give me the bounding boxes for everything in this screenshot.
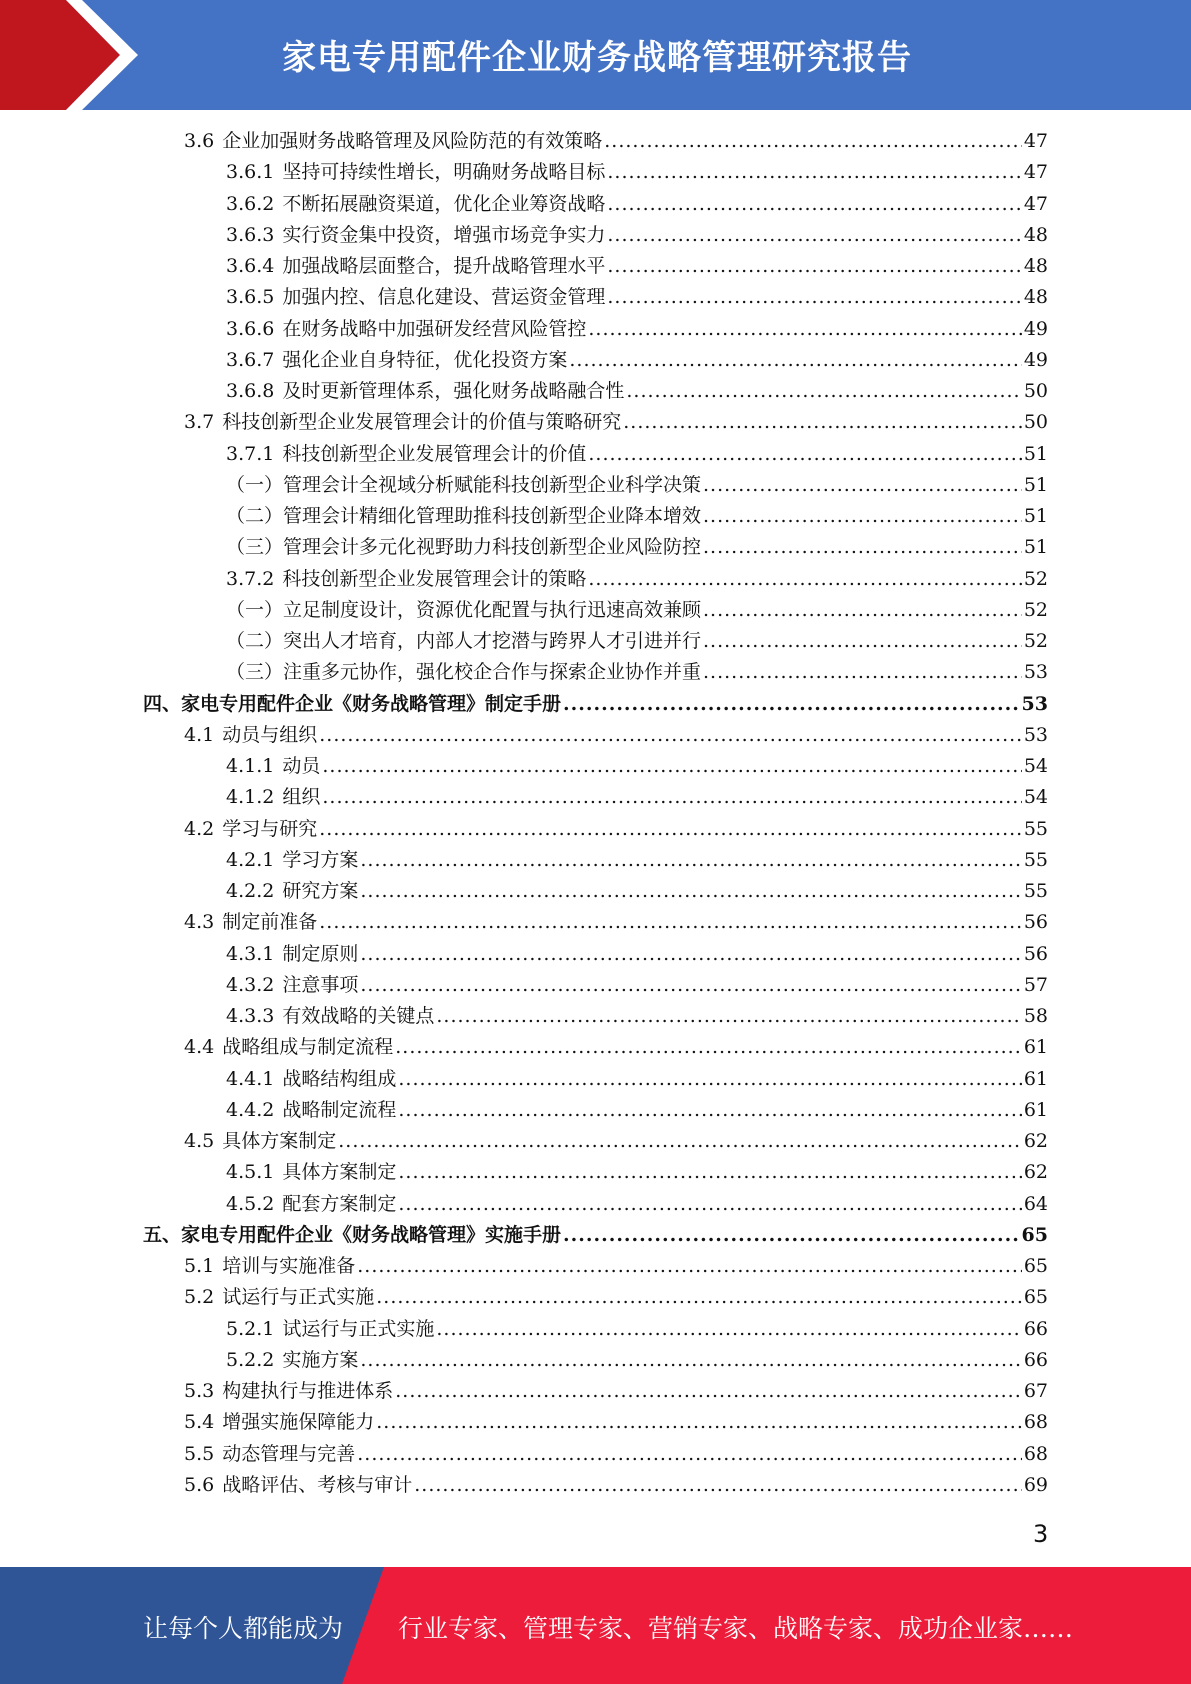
toc-page-number: 53 [1023,724,1048,746]
toc-entry[interactable] [184,1376,1048,1407]
toc-entry-text: 动员与组织 [222,724,318,746]
toc-page-number: 57 [1023,974,1048,996]
toc-dot-leader [607,286,1021,308]
toc-page-number: 47 [1023,193,1048,215]
toc-entry-label [184,1126,336,1153]
toc-entry[interactable] [226,376,1048,407]
toc-page-number: 54 [1023,786,1048,808]
toc-entry[interactable] [184,814,1048,845]
toc-entry-text: 具体方案制定 [282,1161,397,1183]
toc-page-number: 54 [1023,755,1048,777]
toc-entry[interactable] [226,470,1048,501]
toc-dot-leader [703,505,1022,527]
toc-dot-leader [607,161,1021,183]
toc-dot-leader [563,693,1020,715]
toc-entry[interactable] [226,220,1048,251]
page-number: 3 [1033,1520,1049,1548]
toc-entry-text: 制定原则 [282,943,359,965]
toc-dot-leader [569,349,1021,371]
toc-entry-text: 动员 [282,755,321,777]
toc-entry-label [184,126,602,153]
toc-entry[interactable] [226,876,1048,907]
toc-entry-label [226,626,701,653]
toc-page-number: 51 [1023,443,1048,465]
toc-entry-label [226,782,320,809]
toc-entry-label [184,407,621,434]
toc-page-number: 50 [1023,411,1048,433]
toc-entry-text: 学习与研究 [222,818,318,840]
toc-page-number: 52 [1023,568,1048,590]
toc-entry[interactable] [226,345,1048,376]
toc-entry-number: 3.6.5 [226,286,275,308]
toc-entry[interactable] [226,189,1048,220]
toc-entry[interactable] [226,1095,1048,1126]
toc-entry[interactable] [226,282,1048,313]
toc-entry-text: 构建执行与推进体系 [222,1380,394,1402]
toc-entry[interactable] [184,1032,1048,1063]
toc-page-number: 66 [1023,1349,1048,1371]
toc-dot-leader [414,1474,1022,1496]
toc-entry-number: 4.5.2 [226,1193,275,1215]
toc-dot-leader [322,755,1021,777]
toc-entry-number: 4.3 [184,911,215,933]
toc-entry-number: 5.4 [184,1411,215,1433]
toc-entry[interactable] [226,595,1048,626]
toc-entry[interactable] [143,1220,1048,1251]
toc-dot-leader [623,411,1022,433]
toc-entry[interactable] [226,657,1048,688]
toc-entry[interactable] [226,626,1048,657]
toc-entry-label [226,657,701,684]
toc-entry[interactable] [226,251,1048,282]
toc-page-number: 68 [1023,1411,1048,1433]
toc-entry-label [184,720,317,747]
toc-entry-number: 4.4.1 [226,1068,275,1090]
toc-dot-leader [376,1286,1022,1308]
toc-page-number: 55 [1023,818,1048,840]
toc-entry-label [226,1314,434,1341]
toc-dot-leader [703,474,1022,496]
toc-entry[interactable] [226,1314,1048,1345]
toc-entry-label [226,845,358,872]
toc-entry-text: 试运行与正式实施 [222,1286,375,1308]
toc-entry-number: 4.5 [184,1130,215,1152]
toc-entry-number: 5.3 [184,1380,215,1402]
footer-slogan-left: 让每个人都能成为 [143,1614,344,1643]
footer-slogan-right: 行业专家、管理专家、营销专家、战略专家、成功企业家…… [398,1614,1074,1643]
toc-dot-leader [398,1068,1021,1090]
toc-page-number: 51 [1023,536,1048,558]
toc-entry-text: 注意事项 [282,974,359,996]
toc-entry-text: 制定前准备 [222,911,318,933]
toc-entry-text: （三）管理会计多元化视野助力科技创新型企业风险防控 [226,536,702,558]
toc-entry-text: 科技创新型企业发展管理会计的价值与策略研究 [222,411,622,433]
toc-entry-text: 战略结构组成 [282,1068,397,1090]
toc-entry[interactable] [184,1282,1048,1313]
toc-entry-label [184,1470,412,1497]
toc-dot-leader [360,974,1021,996]
toc-entry-text: 企业加强财务战略管理及风险防范的有效策略 [222,130,603,152]
toc-entry-text: 战略评估、考核与审计 [222,1474,413,1496]
toc-dot-leader [338,1130,1022,1152]
page-header [0,0,1191,110]
toc-entry-text: 及时更新管理体系，强化财务战略融合性 [282,380,625,402]
toc-entry-number: 3.7.1 [226,443,275,465]
toc-entry-number: 4.2.2 [226,880,275,902]
toc-page-number: 48 [1023,286,1048,308]
toc-entry-text: 加强内控、信息化建设、营运资金管理 [282,286,606,308]
toc-entry-text: 增强实施保障能力 [222,1411,375,1433]
toc-entry-text: 学习方案 [282,849,359,871]
toc-entry-number: 5.2 [184,1286,215,1308]
toc-dot-leader [398,1099,1021,1121]
toc-entry-label [143,1220,561,1247]
toc-entry-text: 四、家电专用配件企业《财务战略管理》制定手册 [143,693,562,715]
toc-entry-number: 3.6.4 [226,255,275,277]
toc-entry[interactable] [226,939,1048,970]
toc-entry-text: 试运行与正式实施 [282,1318,435,1340]
toc-entry[interactable] [184,907,1048,938]
toc-entry-label [226,1064,396,1091]
toc-entry-text: 实施方案 [282,1349,359,1371]
toc-entry-number: 4.4.2 [226,1099,275,1121]
toc-entry-label [184,1376,393,1403]
toc-entry-label [226,1001,434,1028]
toc-entry[interactable] [226,751,1048,782]
toc-entry-number: 5.6 [184,1474,215,1496]
toc-entry-number: 3.6.8 [226,380,275,402]
toc-entry-text: 实行资金集中投资，增强市场竞争实力 [282,224,606,246]
header-arrow-decoration [0,0,160,110]
toc-entry[interactable] [226,501,1048,532]
toc-entry-label [226,470,701,497]
toc-entry-number: 4.2 [184,818,215,840]
toc-entry[interactable] [184,1407,1048,1438]
toc-entry-number: 4.1 [184,724,215,746]
toc-entry-number: 4.1.1 [226,755,275,777]
toc-entry[interactable] [184,407,1048,438]
toc-page-number: 55 [1023,849,1048,871]
toc-dot-leader [703,630,1022,652]
toc-page-number: 49 [1023,318,1048,340]
toc-entry-label [226,1095,396,1122]
toc-page-number: 48 [1023,255,1048,277]
toc-entry-label [226,532,701,559]
toc-page-number: 65 [1021,1224,1048,1246]
toc-entry-label [184,907,317,934]
toc-entry-text: 强化企业自身特征，优化投资方案 [282,349,568,371]
toc-entry-text: 五、家电专用配件企业《财务战略管理》实施手册 [143,1224,562,1246]
toc-dot-leader [376,1411,1022,1433]
toc-page-number: 56 [1023,943,1048,965]
toc-entry-text: 配套方案制定 [282,1193,397,1215]
toc-entry-number: 3.6.7 [226,349,275,371]
toc-page-number: 47 [1023,130,1048,152]
toc-entry[interactable] [226,970,1048,1001]
toc-entry-label [184,1407,374,1434]
toc-dot-leader [607,255,1021,277]
toc-page-number: 65 [1023,1286,1048,1308]
toc-entry-label [226,157,605,184]
toc-page-number: 61 [1023,1099,1048,1121]
toc-page-number: 48 [1023,224,1048,246]
toc-dot-leader [357,1255,1022,1277]
toc-entry[interactable] [184,1470,1048,1501]
document-title: 家电专用配件企业财务战略管理研究报告 [282,38,912,78]
toc-entry-label [226,501,701,528]
toc-page-number: 61 [1023,1068,1048,1090]
toc-entry[interactable] [226,532,1048,563]
toc-dot-leader [360,943,1021,965]
toc-entry-text: 在财务战略中加强研发经营风险管控 [282,318,587,340]
toc-entry[interactable] [226,782,1048,813]
toc-entry-number: 4.2.1 [226,849,275,871]
toc-entry-text: 科技创新型企业发展管理会计的价值 [282,443,587,465]
toc-entry-label [184,1282,374,1309]
toc-entry-text: 动态管理与完善 [222,1443,356,1465]
toc-entry-number: 5.5 [184,1443,215,1465]
toc-entry-text: （三）注重多元协作，强化校企合作与探索企业协作并重 [226,661,702,683]
toc-entry-number: 3.6.1 [226,161,275,183]
toc-entry-label [184,1251,355,1278]
toc-dot-leader [360,849,1021,871]
toc-entry-label [226,189,605,216]
toc-entry[interactable] [226,157,1048,188]
toc-dot-leader [395,1380,1022,1402]
toc-entry[interactable] [226,1064,1048,1095]
toc-entry-text: 科技创新型企业发展管理会计的策略 [282,568,587,590]
toc-entry-label [184,814,317,841]
toc-entry-label [226,751,320,778]
toc-page-number: 52 [1023,630,1048,652]
toc-dot-leader [436,1005,1021,1027]
toc-page-number: 61 [1023,1036,1048,1058]
toc-page-number: 69 [1023,1474,1048,1496]
toc-dot-leader [703,661,1022,683]
toc-entry[interactable] [226,845,1048,876]
toc-entry[interactable] [226,439,1048,470]
toc-page-number: 55 [1023,880,1048,902]
toc-dot-leader [395,1036,1022,1058]
toc-dot-leader [588,318,1021,340]
toc-entry[interactable] [184,1439,1048,1470]
toc-entry-text: 战略制定流程 [282,1099,397,1121]
toc-dot-leader [319,724,1022,746]
toc-entry[interactable] [184,1126,1048,1157]
toc-entry-label [226,970,358,997]
toc-entry-number: 3.6.3 [226,224,275,246]
toc-page-number: 47 [1023,161,1048,183]
toc-entry[interactable] [226,1345,1048,1376]
toc-entry-number: 4.5.1 [226,1161,275,1183]
toc-page-number: 62 [1023,1130,1048,1152]
toc-entry-text: 不断拓展融资渠道，优化企业筹资战略 [282,193,606,215]
toc-entry-label [226,939,358,966]
toc-dot-leader [703,599,1022,621]
toc-entry-number: 3.7 [184,411,215,433]
toc-dot-leader [626,380,1021,402]
toc-page-number: 62 [1023,1161,1048,1183]
toc-entry[interactable] [226,314,1048,345]
toc-entry-text: （一）立足制度设计，资源优化配置与执行迅速高效兼顾 [226,599,702,621]
toc-entry[interactable] [226,1189,1048,1220]
toc-dot-leader [360,880,1021,902]
toc-entry[interactable] [226,564,1048,595]
toc-dot-leader [322,786,1021,808]
toc-entry-number: 4.3.3 [226,1005,275,1027]
toc-entry-label [226,251,605,278]
toc-entry[interactable] [184,1251,1048,1282]
page-footer [0,1567,1191,1684]
toc-dot-leader [604,130,1022,152]
toc-entry[interactable] [184,126,1048,157]
toc-entry[interactable] [226,1001,1048,1032]
toc-entry-number: 5.1 [184,1255,215,1277]
toc-entry-number: 3.6 [184,130,215,152]
toc-dot-leader [588,443,1021,465]
toc-entry-number: 4.3.1 [226,943,275,965]
toc-page-number: 53 [1023,661,1048,683]
toc-page-number: 51 [1023,505,1048,527]
toc-entry-text: （二）突出人才培育，内部人才挖潜与跨界人才引进并行 [226,630,702,652]
toc-entry-number: 4.1.2 [226,786,275,808]
toc-dot-leader [563,1224,1020,1246]
toc-entry-text: 具体方案制定 [222,1130,337,1152]
toc-entry-label [226,376,624,403]
toc-entry-text: 战略组成与制定流程 [222,1036,394,1058]
toc-page-number: 56 [1023,911,1048,933]
toc-entry-text: （一）管理会计全视域分析赋能科技创新型企业科学决策 [226,474,702,496]
toc-entry-number: 3.6.6 [226,318,275,340]
toc-dot-leader [319,818,1022,840]
toc-entry-text: （二）管理会计精细化管理助推科技创新型企业降本增效 [226,505,702,527]
toc-page-number: 53 [1021,693,1048,715]
toc-entry-label [143,689,561,716]
toc-entry-label [226,439,586,466]
toc-entry-label [226,1157,396,1184]
toc-page-number: 65 [1023,1255,1048,1277]
toc-dot-leader [588,568,1021,590]
toc-entry[interactable] [143,689,1048,720]
toc-entry-label [226,564,586,591]
toc-dot-leader [319,911,1022,933]
toc-entry-label [226,314,586,341]
toc-entry-label [226,345,567,372]
toc-dot-leader [703,536,1022,558]
toc-entry-number: 5.2.2 [226,1349,275,1371]
toc-dot-leader [398,1161,1021,1183]
toc-page-number: 66 [1023,1318,1048,1340]
toc-dot-leader [398,1193,1021,1215]
toc-page-number: 67 [1023,1380,1048,1402]
toc-entry-text: 坚持可持续性增长，明确财务战略目标 [282,161,606,183]
toc-entry-label [226,282,605,309]
toc-entry-number: 3.7.2 [226,568,275,590]
toc-entry-label [226,220,605,247]
toc-entry-text: 加强战略层面整合，提升战略管理水平 [282,255,606,277]
toc-entry-text: 培训与实施准备 [222,1255,356,1277]
toc-entry-text: 研究方案 [282,880,359,902]
toc-page-number: 50 [1023,380,1048,402]
toc-entry-label [184,1439,355,1466]
toc-entry-label [226,876,358,903]
toc-entry[interactable] [226,1157,1048,1188]
toc-entry-number: 4.4 [184,1036,215,1058]
toc-dot-leader [360,1349,1021,1371]
toc-entry-number: 5.2.1 [226,1318,275,1340]
toc-page-number: 51 [1023,474,1048,496]
toc-dot-leader [607,224,1021,246]
toc-dot-leader [357,1443,1022,1465]
toc-entry-text: 有效战略的关键点 [282,1005,435,1027]
toc-page-number: 58 [1023,1005,1048,1027]
toc-page-number: 52 [1023,599,1048,621]
toc-entry-label [226,1345,358,1372]
toc-entry-label [226,595,701,622]
toc-page-number: 68 [1023,1443,1048,1465]
toc-dot-leader [436,1318,1021,1340]
toc-entry-number: 3.6.2 [226,193,275,215]
toc-page-number: 64 [1023,1193,1048,1215]
toc-page-number: 49 [1023,349,1048,371]
toc-dot-leader [607,193,1021,215]
toc-entry-label [184,1032,393,1059]
toc-entry[interactable] [184,720,1048,751]
toc-entry-label [226,1189,396,1216]
toc-entry-number: 4.3.2 [226,974,275,996]
toc-entry-text: 组织 [282,786,321,808]
